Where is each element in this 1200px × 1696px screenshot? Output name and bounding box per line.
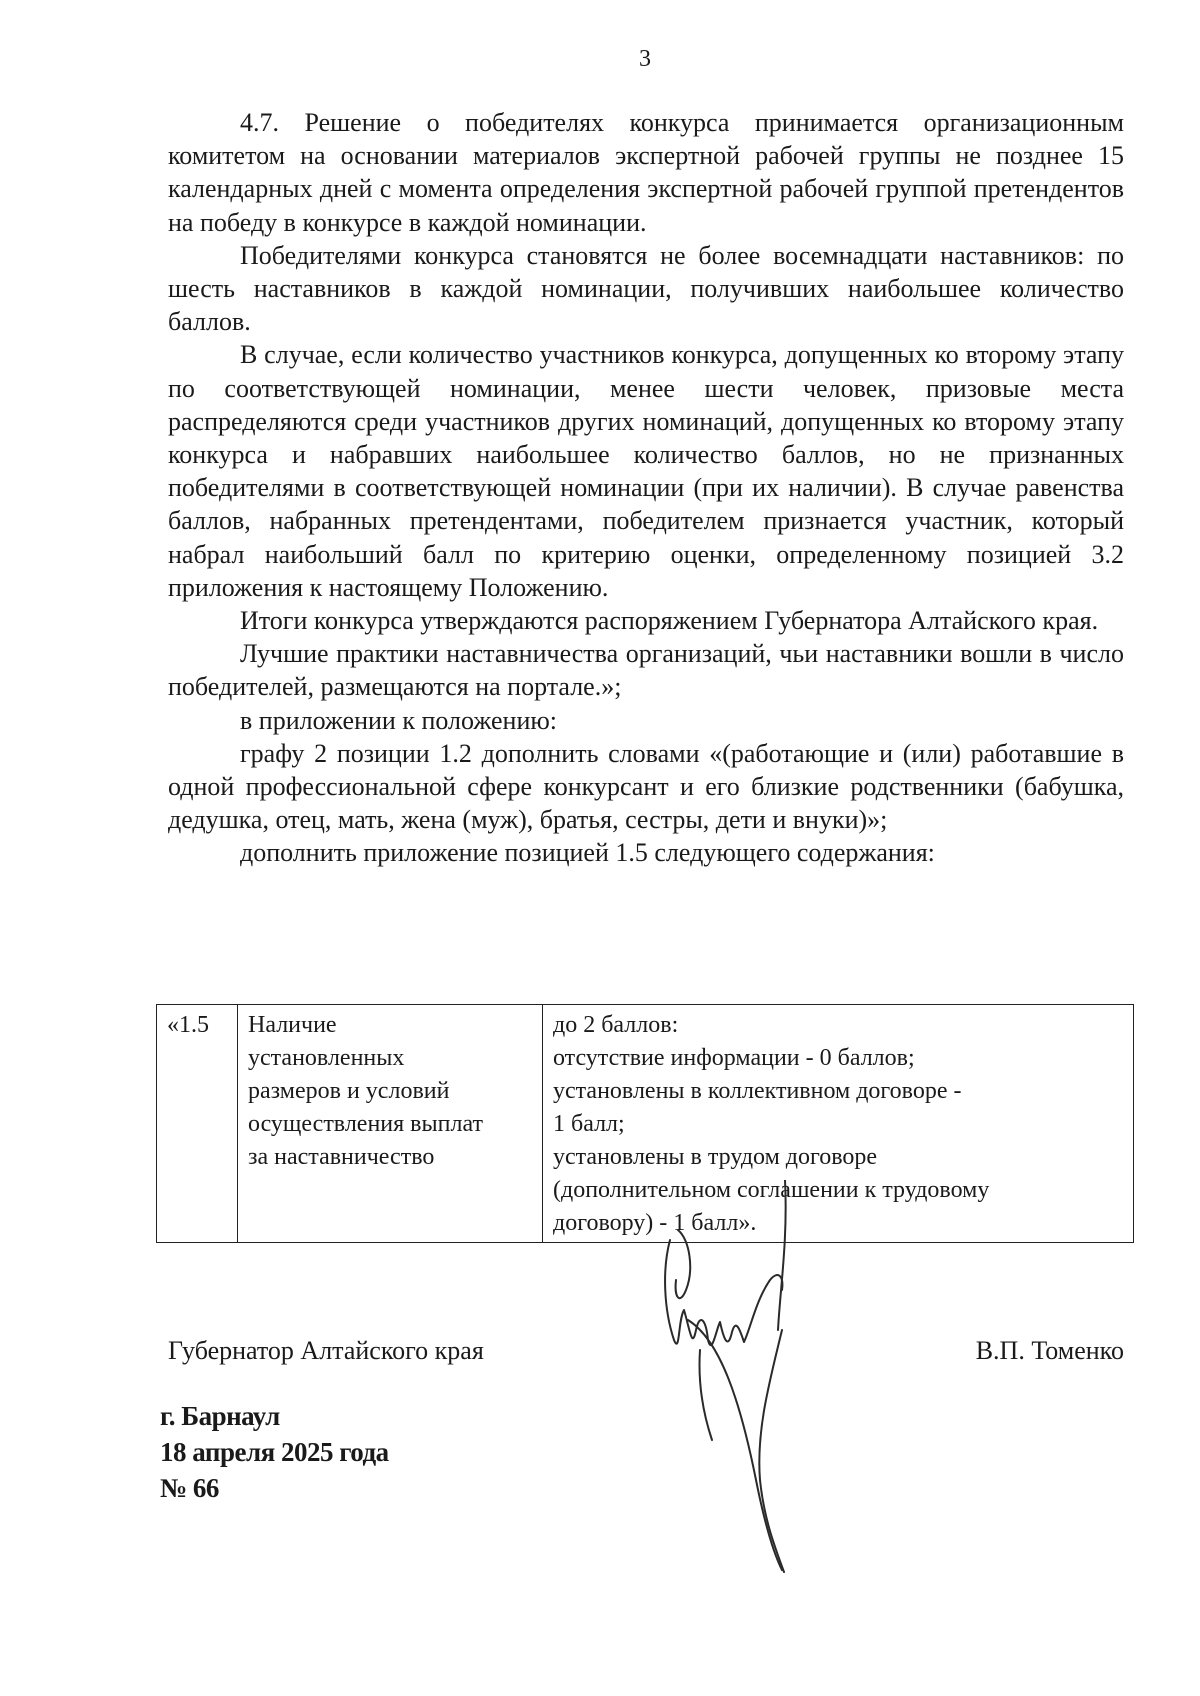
criterion-name-line: за наставничество (248, 1144, 435, 1170)
criterion-name-line: осуществления выплат (248, 1111, 483, 1137)
criterion-name-line: установленных (248, 1045, 405, 1071)
paragraph-best-practices: Лучшие практики наставничества организаций, чьи наставники вошли в число победителей, размещаются на портале.»; (168, 639, 1124, 702)
signer-position: Губернатор Алтайского края (168, 1336, 484, 1365)
paragraph-winners: Победителями конкурса становятся не более восемнадцати наставников: по шесть наставников в каждой номинации, получивших наибольшее количество баллов. (168, 240, 1124, 337)
criterion-name-cell (238, 1005, 543, 1243)
paragraph-prize-distribution: В случае, если количество участников конкурса, допущенных ко второму этапу по соответствующей номинации, менее шести человек, призовые места распределяются среди участников других номинаций, допущенных ко второму этапу конкурса и набравших наибольшее количество баллов, но не признанных победителями в соответствующей номинации (при их наличии). В случае равенства баллов, набранных претендентами, победителем признается участник, который набрал наибольший балл по критерию оценки, определенному позицией 3.2 приложения к настоящему Положению. (168, 340, 1124, 602)
paragraph-position-amendment: дополнить приложение позицией 1.5 следующего содержания: (240, 838, 935, 868)
score-line: отсутствие информации - 0 баллов; (553, 1045, 915, 1071)
handwritten-signature (660, 1180, 890, 1580)
document-meta (160, 1398, 389, 1506)
score-line: установлены в коллективном договоре - (553, 1078, 962, 1104)
table-row (157, 1005, 1134, 1243)
signer-name: В.П. Томенко (975, 1336, 1124, 1365)
score-line: договору) - 1 балл». (553, 1210, 757, 1236)
city: г. Барнаул (160, 1401, 280, 1431)
paragraph-decision: 4.7. Решение о победителях конкурса принимается организационным комитетом на основании материалов экспертной рабочей группы не позднее 15 календарных дней с момента определения экспертной рабочей группой претендентов на победу в конкурсе в каждой номинации. (168, 108, 1124, 237)
paragraph-column-amendment: графу 2 позиции 1.2 дополнить словами «(работающие и (или) работавшие в одной профессиональной сфере конкурсант и его близкие родственники (бабушка, дедушка, отец, мать, жена (муж), братья, сестры, дети и внуки)»; (168, 738, 1124, 835)
criterion-name-line: Наличие (248, 1012, 337, 1038)
score-line: до 2 баллов: (553, 1012, 679, 1038)
document-body (168, 106, 1124, 870)
criterion-name-line: размеров и условий (248, 1078, 450, 1104)
position-number-cell: «1.5 (157, 1005, 238, 1243)
document-number: № 66 (160, 1473, 219, 1503)
paragraph-appendix-intro: в приложении к положению: (240, 705, 558, 735)
score-line: (дополнительном соглашении к трудовому (553, 1177, 990, 1203)
criteria-table (156, 1004, 1134, 1243)
document-date: 18 апреля 2025 года (160, 1437, 389, 1467)
score-line: установлены в трудом договоре (553, 1144, 878, 1170)
score-line: 1 балл; (553, 1111, 625, 1137)
paragraph-results: Итоги конкурса утверждаются распоряжением Губернатора Алтайского края. (240, 606, 1099, 636)
page-number: 3 (639, 46, 651, 72)
